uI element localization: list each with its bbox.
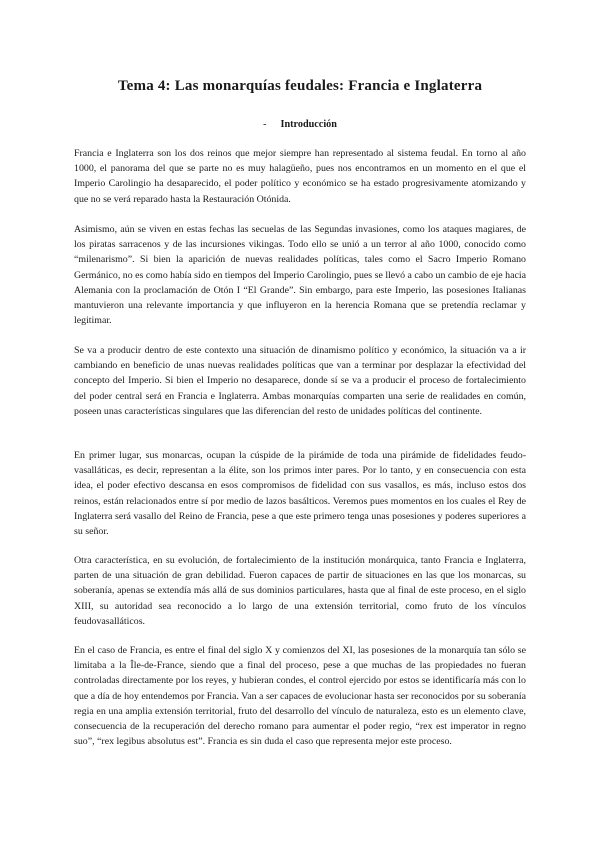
paragraph-1: Francia e Inglaterra son los dos reinos que mejor siempre han representado al sistema feudal. En torno al año 1000, el panorama del que se parte no es muy halagüeño, pues nos encontramos en un momento en el que el Imperio Carolingio ha desaparecido, el poder político y económico se ha estado progresivamente atomizando y que no se verá reparado hasta la Restauración Otónida. [74, 148, 526, 205]
paragraph-5: Otra característica, en su evolución, de fortalecimiento de la institución monárquica, tanto Francia e Inglaterra, parten de una situación de gran debilidad. Fueron capaces de partir de situaciones en las que los monarcas, su soberanía, apenas se extendía más allá de sus dominios particulares, hasta que al final de este proceso, en el siglo XIII, su autoridad sea reconocido a lo largo de una extensión territorial, como fruto de los vínculos feudovasalláticos. [74, 555, 526, 627]
paragraph-6: En el caso de Francia, es entre el final del siglo X y comienzos del XI, las posesiones de la monarquía tan sólo se limitaba a la Île-de-France, siendo que a final del proceso, pese a que muchas de las propiedades no fueran controladas directamente por los reyes, y hubieran condes, el control ejercido por estos se identificaría más con lo que a día de hoy entendemos por Francia. Van a ser capaces de evolucionar hasta ser reconocidos por su soberanía regia en una amplia extensión territorial, fruto del desarrollo del vínculo de naturaleza, esto es un elemento clave, consecuencia de la recuperación del derecho romano para aumentar el poder regio, “rex est imperator in regno suo”, “rex legibus absolutus est”. Francia es sin duda el caso que representa mejor este proceso. [74, 645, 526, 748]
section-heading [0, 118, 600, 131]
section-heading-text: Introducción [280, 119, 337, 130]
document-title: Tema 4: Las monarquías feudales: Francia e Inglaterra [117, 78, 483, 94]
section-bullet-dash: - [263, 119, 267, 130]
paragraph-3: Se va a producir dentro de este contexto una situación de dinamismo político y económico, la situación va a ir cambiando en beneficio de unas nuevas realidades políticas que van a terminar por desplazar la efectividad del concepto del Imperio. Si bien el Imperio no desaparece, donde sí se va a producir el proceso de fortalecimiento del poder central será en Francia e Inglaterra. Ambas monarquías comparten una serie de realidades en común, poseen unas características singulares que las diferencian del resto de unidades políticas del continente. [74, 345, 526, 417]
paragraph-2: Asimismo, aún se viven en estas fechas las secuelas de las Segundas invasiones, como los ataques magiares, de los piratas sarracenos y de las incursiones vikingas. Todo ello se unió a un terror al año 1000, conocido como “milenarismo”. Si bien la aparición de nuevas realidades políticas, tales como el Sacro Imperio Romano Germánico, no es como había sido en tiempos del Imperio Carolingio, pues se llevó a cabo un cambio de eje hacia Alemania con la proclamación de Otón I “El Grande”. Sin embargo, para este Imperio, las posesiones Italianas mantuvieron una relevante importancia y que influyeron en la herencia Romana que se pretendía reclamar y legitimar. [74, 224, 526, 327]
paragraph-4: En primer lugar, sus monarcas, ocupan la cúspide de la pirámide de toda una pirámide de fidelidades feudo-vasalláticas, es decir, representan a la élite, son los primos inter pares. Por lo tanto, y en consecuencia con esta idea, el poder efectivo descansa en esos compromisos de fidelidad con sus vasallos, es más, incluso estos dos reinos, están relacionados entre sí por medio de lazos basálticos. Veremos pues momentos en los cuales el Rey de Inglaterra será vasallo del Reino de Francia, pese a que este primero tenga unas posesiones y poderes superiores a su señor. [74, 450, 526, 538]
